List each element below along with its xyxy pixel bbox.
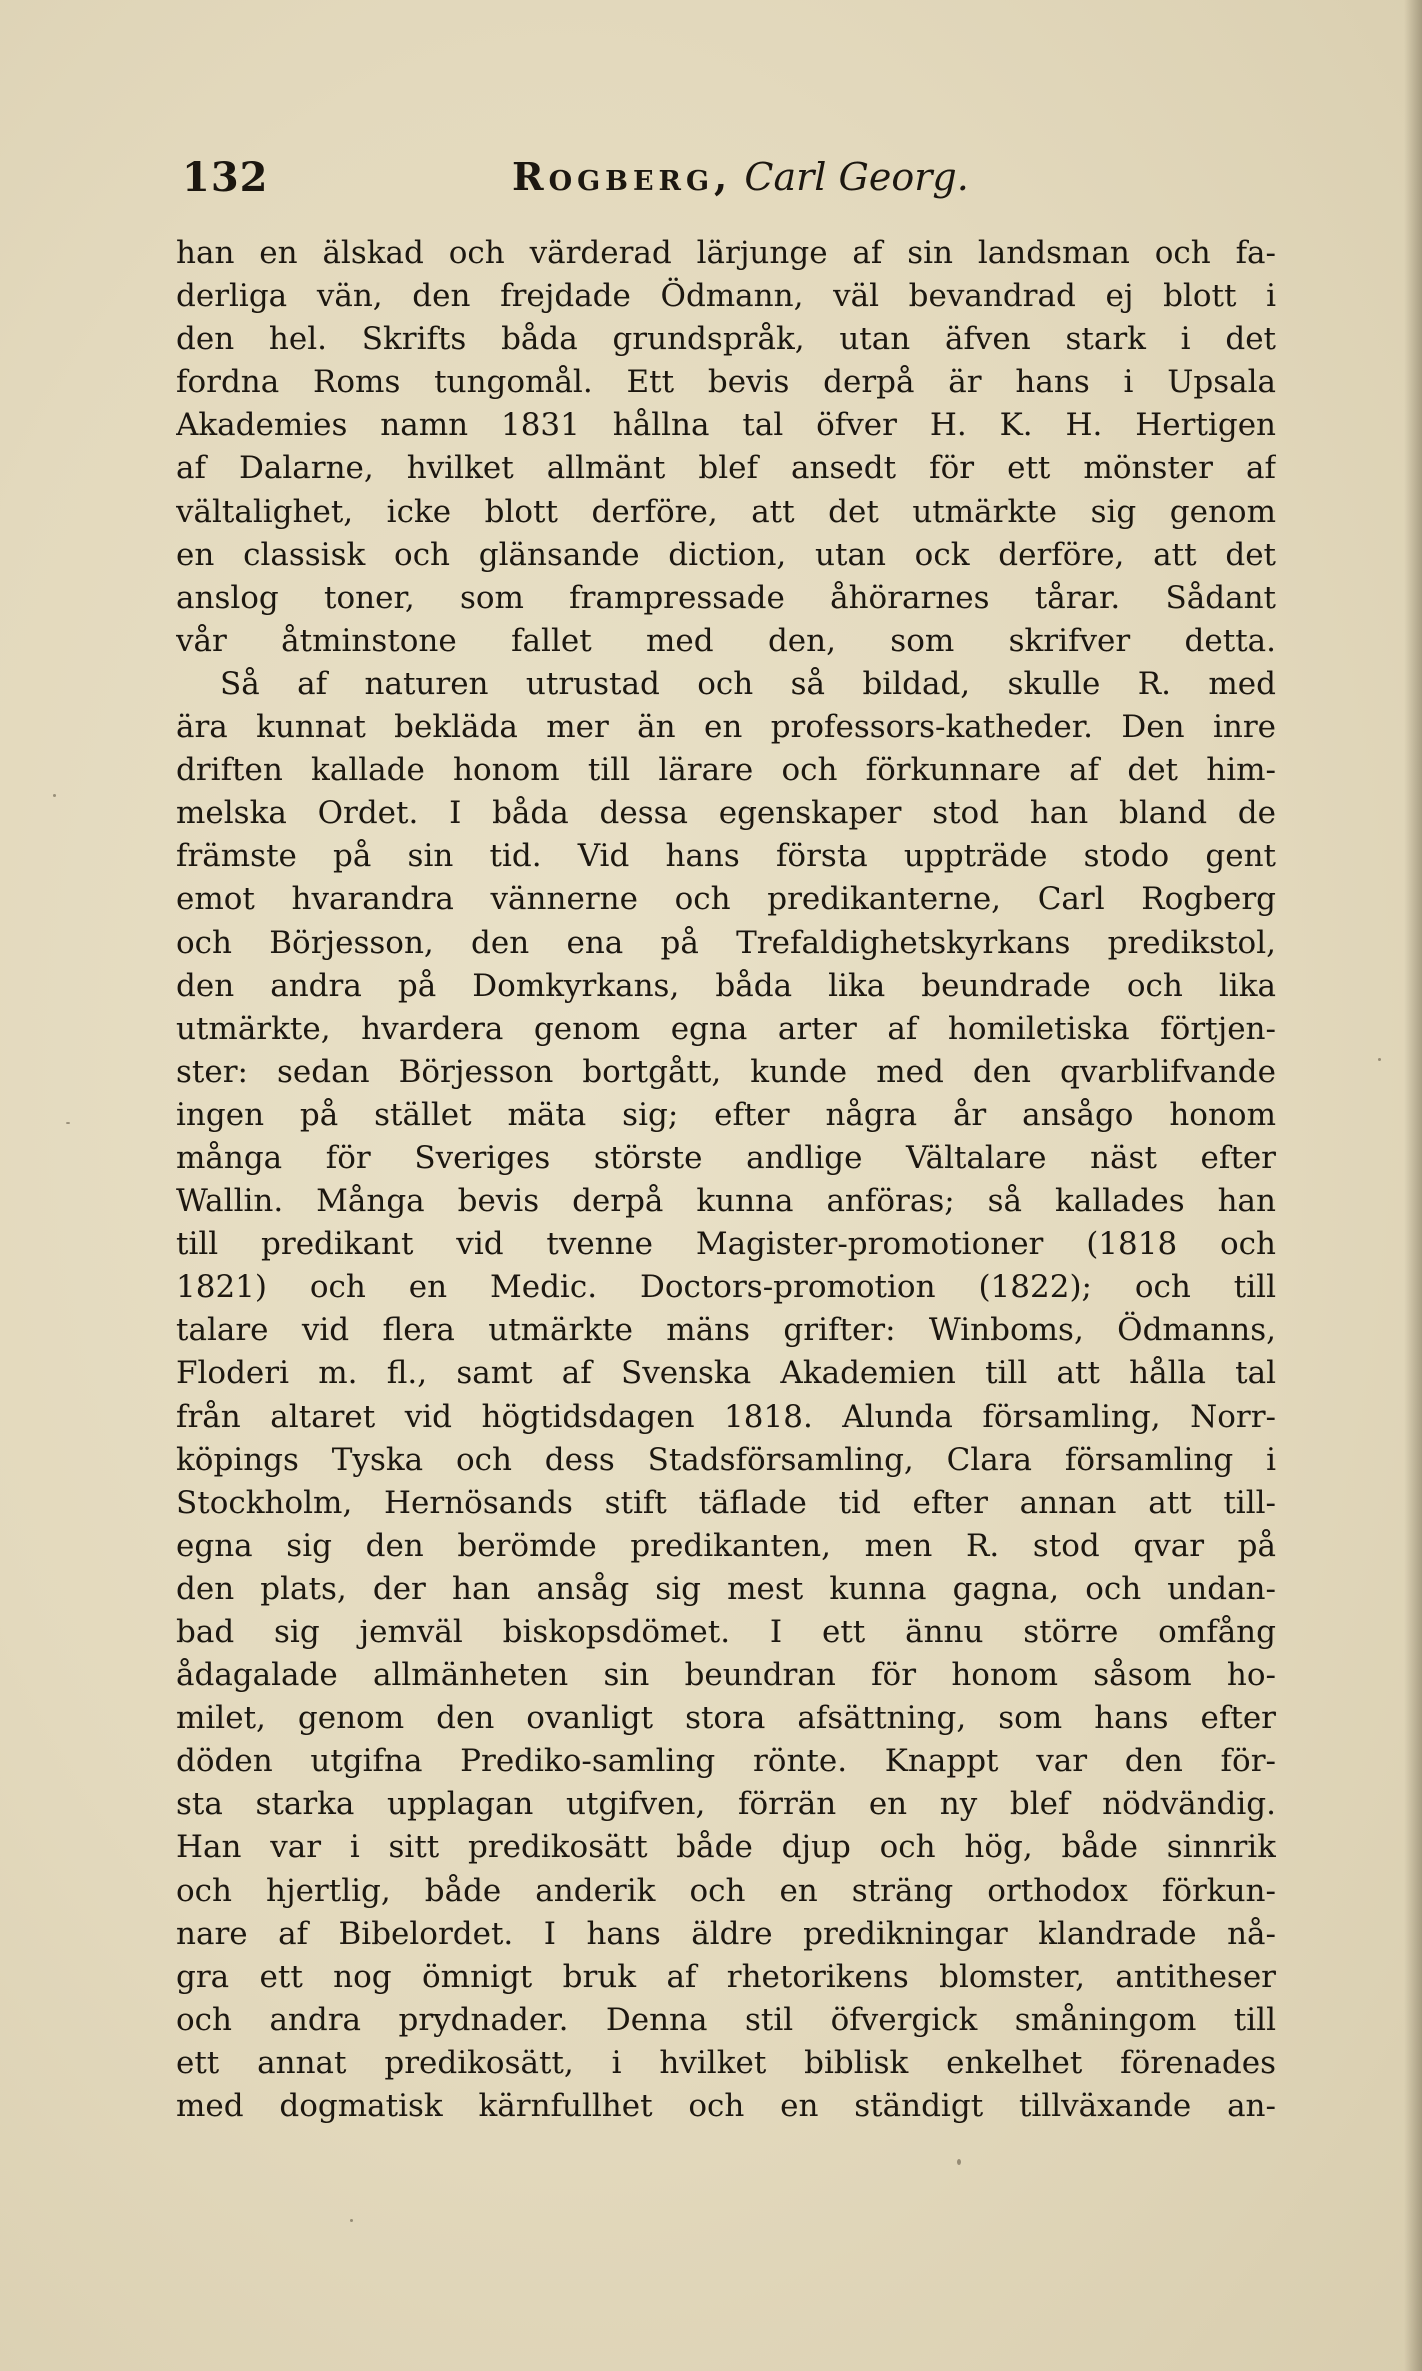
text-line: Wallin. Många bevis derpå kunna anföras; så kallades han [176, 1183, 1276, 1220]
text-line: utmärkte, hvardera genom egna arter af homiletiska förtjen- [176, 1010, 1276, 1047]
text-line: ådagalade allmänheten sin beundran för honom såsom ho- [176, 1657, 1276, 1694]
text-line: Stockholm, Hernösands stift täflade tid efter annan att till- [176, 1484, 1276, 1521]
text-line: 1821) och en Medic. Doctors-promotion (1822); och till [176, 1269, 1276, 1306]
text-line: han en älskad och värderad lärjunge af sin landsman och fa- [176, 235, 1276, 271]
running-head [512, 154, 969, 199]
text-line: en classisk och glänsande diction, utan ock derföre, att det [176, 536, 1276, 573]
text-line: milet, genom den ovanligt stora afsättning, som hans efter [176, 1700, 1276, 1737]
text-line: många för Sveriges störste andlige Vältalare näst efter [176, 1139, 1276, 1176]
text-line: ingen på stället mäta sig; efter några år ansågo honom [176, 1096, 1276, 1133]
text-line: ster: sedan Börjesson bortgått, kunde med den qvarblifvande [176, 1053, 1276, 1090]
text-line: med dogmatisk kärnfullhet och en ständigt tillväxande an- [176, 2088, 1276, 2125]
text-line: till predikant vid tvenne Magister-promotioner (1818 och [176, 1226, 1276, 1263]
text-line: gra ett nog ömnigt bruk af rhetorikens blomster, antitheser [176, 1958, 1276, 1995]
text-line: vältalighet, icke blott derföre, att det utmärkte sig genom [176, 493, 1276, 530]
text-line: melska Ordet. I båda dessa egenskaper stod han bland de [176, 795, 1276, 832]
text-line: driften kallade honom till lärare och förkunnare af det him- [176, 752, 1276, 789]
text-line: den andra på Domkyrkans, båda lika beundrade och lika [176, 967, 1276, 1004]
text-line: emot hvarandra vännerne och predikanterne, Carl Rogberg [176, 881, 1276, 918]
text-line: bad sig jemväl biskopsdömet. I ett ännu större omfång [176, 1614, 1276, 1650]
text-line: af Dalarne, hvilket allmänt blef ansedt för ett mönster af [176, 450, 1276, 487]
text-line: talare vid flera utmärkte mäns grifter: Winboms, Ödmanns, [176, 1312, 1276, 1349]
text-line: främste på sin tid. Vid hans första uppträde stodo gent [176, 838, 1276, 875]
text-line: och hjertlig, både anderik och en sträng orthodox förkun- [176, 1872, 1276, 1909]
text-line: derliga vän, den frejdade Ödmann, väl bevandrad ej blott i [176, 278, 1276, 315]
page-number: 132 [182, 154, 269, 201]
text-line: anslog toner, som frampressade åhörarnes tårar. Sådant [176, 579, 1276, 616]
text-line: ett annat predikosätt, i hvilket biblisk enkelhet förenades [176, 2044, 1276, 2081]
text-line: ära kunnat bekläda mer än en professors-katheder. Den inre [176, 709, 1276, 746]
text-line: Akademies namn 1831 hållna tal öfver H. K. H. Hertigen [176, 407, 1276, 444]
text-line: den hel. Skrifts båda grundspråk, utan äfven stark i det [176, 321, 1276, 358]
text-line: den plats, der han ansåg sig mest kunna gagna, och undan- [176, 1570, 1276, 1607]
text-line: Floderi m. fl., samt af Svenska Akademien till att hålla tal [176, 1355, 1276, 1392]
text-line: egna sig den berömde predikanten, men R. stod qvar på [176, 1527, 1276, 1564]
text-line: Han var i sitt predikosätt både djup och hög, både sinnrik [176, 1829, 1276, 1866]
running-head-surname: Rogberg, [512, 154, 733, 199]
body-text [176, 232, 1276, 2128]
text-line: döden utgifna Prediko-samling rönte. Knappt var den för- [176, 1743, 1276, 1780]
text-line: och Börjesson, den ena på Trefaldighetskyrkans predikstol, [176, 924, 1276, 961]
running-head-given-names: Carl Georg. [744, 155, 969, 199]
text-line: nare af Bibelordet. I hans äldre predikningar klandrade nå- [176, 1915, 1276, 1952]
page-edge-shadow [1404, 0, 1422, 2371]
text-line: fordna Roms tungomål. Ett bevis derpå är hans i Upsala [176, 364, 1276, 401]
text-line: sta starka upplagan utgifven, förrän en ny blef nödvändig. [176, 1786, 1276, 1823]
text-line: köpings Tyska och dess Stadsförsamling, Clara församling i [176, 1441, 1276, 1478]
page-header [182, 150, 1260, 210]
text-line: från altaret vid högtidsdagen 1818. Alunda församling, Norr- [176, 1398, 1276, 1435]
text-line: vår åtminstone fallet med den, som skrifver detta. [176, 622, 1276, 659]
text-line: Så af naturen utrustad och så bildad, skulle R. med [220, 665, 1276, 702]
text-line: och andra prydnader. Denna stil öfvergick småningom till [176, 2001, 1276, 2038]
